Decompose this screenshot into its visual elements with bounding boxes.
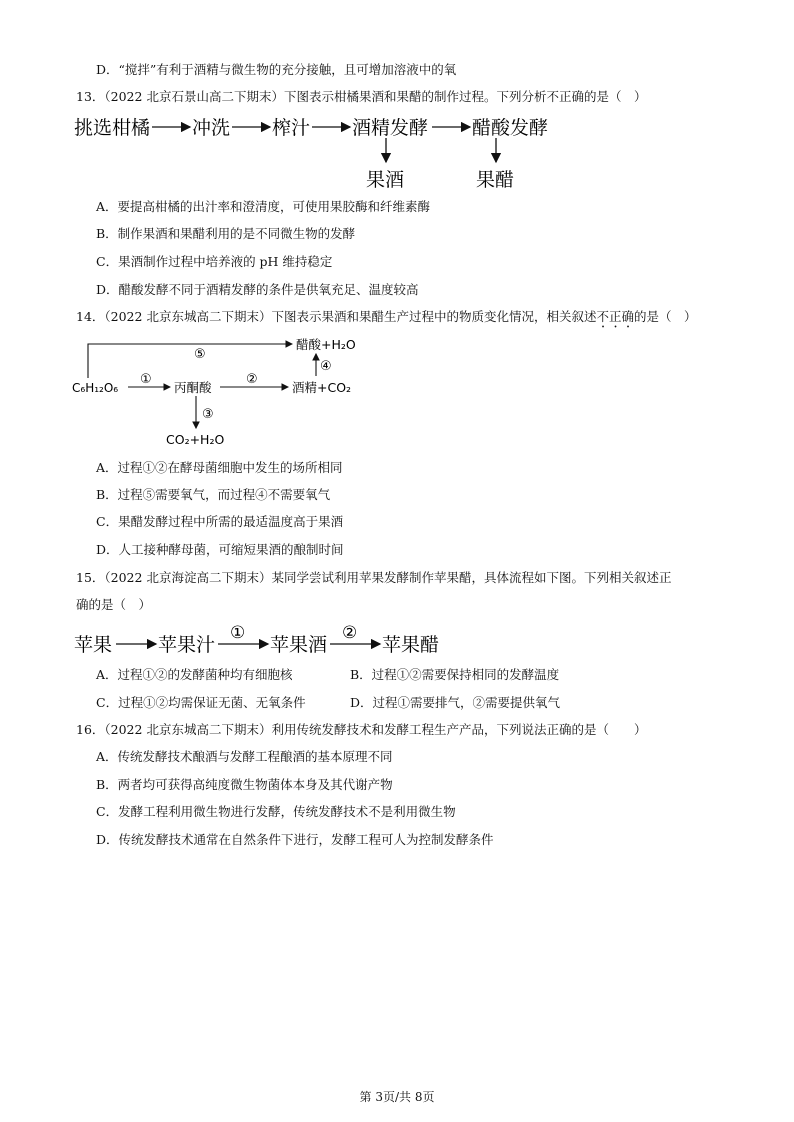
q13-step-wash: 冲洗 bbox=[192, 117, 231, 139]
q14-option-d: D．人工接种酵母菌，可缩短果酒的酿制时间 bbox=[96, 542, 344, 557]
q13-option-a: A．要提高柑橘的出汁率和澄清度，可使用果胶酶和纤维素酶 bbox=[96, 199, 431, 214]
q14-stem-emphasis: 不正确 bbox=[596, 309, 634, 324]
q14-arrow-5 bbox=[88, 344, 292, 378]
q14-stem-post: 的是（ ） bbox=[633, 309, 697, 324]
q15-flow-diagram bbox=[70, 620, 470, 660]
q15-step-apple: 苹果 bbox=[74, 634, 113, 656]
q14-pathway-diagram bbox=[70, 330, 390, 452]
q15-stem-line1: 15．（2022 北京海淀高二下期末）某同学尝试利用苹果发酵制作苹果醋，具体流程如下图。下列相关叙述正 bbox=[76, 570, 672, 585]
q15-label-2: ② bbox=[342, 623, 358, 643]
q14-ethanol: 酒精+CO₂ bbox=[292, 380, 352, 395]
q14-label-4: ④ bbox=[320, 359, 332, 374]
q15-option-d: D．过程①需要排气，②需要提供氧气 bbox=[350, 695, 561, 710]
q14-label-3: ③ bbox=[202, 407, 214, 422]
q14-stem bbox=[76, 309, 696, 331]
q16-option-a: A．传统发酵技术酿酒与发酵工程酿酒的基本原理不同 bbox=[96, 749, 393, 764]
q16-option-c: C．发酵工程利用微生物进行发酵，传统发酵技术不是利用微生物 bbox=[96, 804, 456, 819]
q16-option-b: B．两者均可获得高纯度微生物菌体本身及其代谢产物 bbox=[96, 777, 393, 792]
q15-option-b: B．过程①②需要保持相同的发酵温度 bbox=[350, 667, 560, 682]
q13-step-juice: 榨汁 bbox=[272, 117, 311, 139]
q13-option-b: B．制作果酒和果醋利用的是不同微生物的发酵 bbox=[96, 226, 356, 241]
q13-step-acetic-ferment: 醋酸发酵 bbox=[472, 117, 549, 139]
q15-label-1: ① bbox=[230, 623, 246, 643]
q12-option-d: D．“搅拌”有利于酒精与微生物的充分接触，且可增加溶液中的氧 bbox=[96, 62, 457, 77]
page-footer: 第 3页/共 8页 bbox=[359, 1090, 435, 1104]
q15-step-wine: 苹果酒 bbox=[270, 634, 328, 656]
q16-option-d: D．传统发酵技术通常在自然条件下进行，发酵工程可人为控制发酵条件 bbox=[96, 832, 494, 847]
q13-product-vinegar: 果醋 bbox=[476, 169, 515, 191]
q14-option-a: A．过程①②在酵母菌细胞中发生的场所相同 bbox=[96, 460, 343, 475]
q13-step-select: 挑选柑橘 bbox=[74, 117, 151, 139]
q16-stem: 16．（2022 北京东城高二下期末）利用传统发酵技术和发酵工程生产产品，下列说法正确的是（ ） bbox=[76, 722, 647, 737]
q13-flow-diagram bbox=[70, 110, 570, 194]
q14-glucose: C₆H₁₂O₆ bbox=[72, 381, 119, 395]
q15-step-juice: 苹果汁 bbox=[158, 634, 216, 656]
q13-step-alcohol-ferment: 酒精发酵 bbox=[352, 117, 429, 139]
q14-option-c: C．果醋发酵过程中所需的最适温度高于果酒 bbox=[96, 514, 344, 529]
q14-co2-water: CO₂+H₂O bbox=[166, 432, 225, 447]
q14-label-1: ① bbox=[140, 372, 152, 387]
q15-option-a: A．过程①②的发酵菌种均有细胞核 bbox=[96, 667, 293, 682]
q14-label-2: ② bbox=[246, 372, 258, 387]
q15-option-c: C．过程①②均需保证无菌、无氧条件 bbox=[96, 695, 306, 710]
q13-stem: 13．（2022 北京石景山高二下期末）下图表示柑橘果酒和果醋的制作过程。下列分析不正确的是（ ） bbox=[76, 89, 647, 104]
q14-pyruvate: 丙酮酸 bbox=[174, 380, 212, 395]
q14-option-b: B．过程⑤需要氧气，而过程④不需要氧气 bbox=[96, 487, 331, 502]
q15-stem-line2: 确的是（ ） bbox=[76, 597, 152, 612]
q13-option-d: D．醋酸发酵不同于酒精发酵的条件是供氧充足、温度较高 bbox=[96, 282, 419, 297]
q13-option-c: C．果酒制作过程中培养液的 pH 维持稳定 bbox=[96, 254, 333, 269]
q13-product-wine: 果酒 bbox=[366, 169, 405, 191]
q14-label-5: ⑤ bbox=[194, 347, 206, 362]
q14-stem-pre: 14．（2022 北京东城高二下期末）下图表示果酒和果醋生产过程中的物质变化情况，相关叙述 bbox=[76, 309, 597, 324]
q14-acetic-acid: 醋酸+H₂O bbox=[296, 337, 356, 352]
q15-step-vinegar: 苹果醋 bbox=[382, 634, 440, 656]
